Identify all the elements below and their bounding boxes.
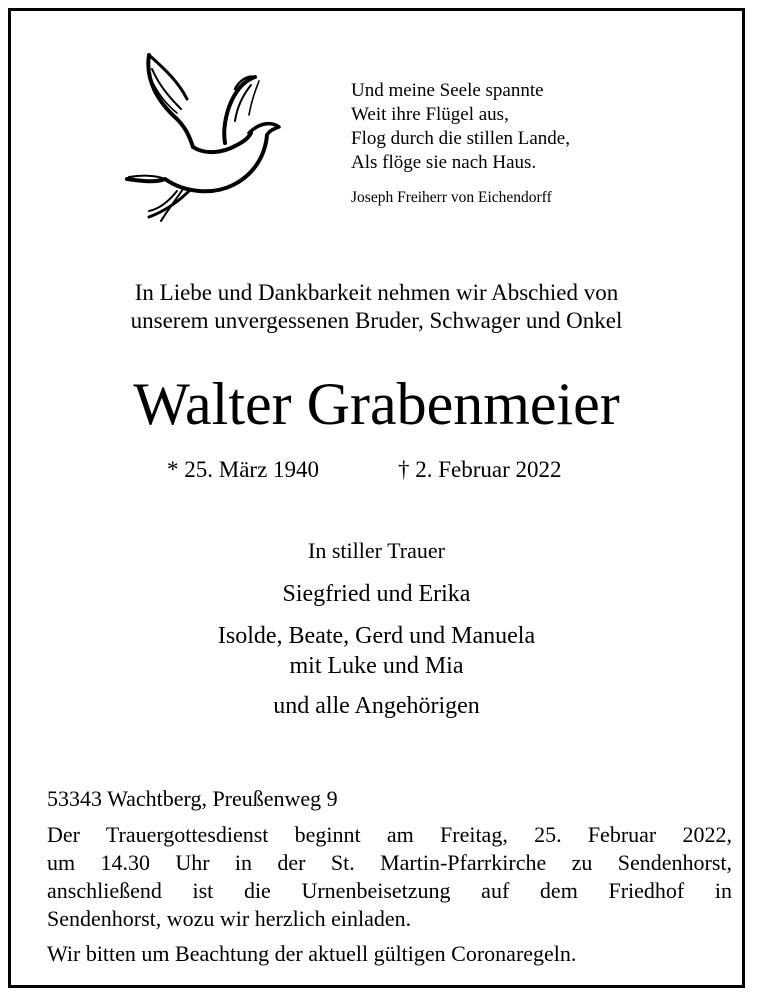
service-line: um 14.30 Uhr in der St. Martin-Pfarrkirche zu Sendenhorst,	[47, 850, 732, 875]
service-line: anschließend ist die Urnenbeisetzung auf dem Friedhof in	[47, 878, 732, 903]
poem-line: Als flöge sie nach Haus.	[351, 152, 537, 173]
mourner-line: und alle Angehörigen	[273, 693, 480, 719]
poem-line: Und meine Seele spannte	[351, 80, 544, 101]
poem	[351, 79, 711, 208]
poem-line: Weit ihre Flügel aus,	[351, 104, 509, 125]
address: 53343 Wachtberg, Preußenweg 9	[47, 786, 338, 811]
poem-line: Flog durch die stillen Lande,	[351, 128, 570, 149]
obituary-frame	[8, 8, 745, 988]
death-date: † 2. Februar 2022	[398, 457, 562, 482]
service-line: Der Trauergottesdienst beginnt am Freitag, 25. Februar 2022,	[47, 822, 732, 847]
service-line: Sendenhorst, wozu wir herzlich einladen.	[47, 906, 412, 931]
mourner-line: mit Luke und Mia	[289, 653, 464, 679]
service-notice	[47, 821, 732, 933]
mourner-line: Isolde, Beate, Gerd und Manuela	[217, 623, 536, 649]
mourning-heading: In stiller Trauer	[308, 538, 445, 563]
footer-info	[47, 785, 732, 968]
mourner-line: Siegfried und Erika	[282, 581, 471, 607]
intro-line-1: In Liebe und Dankbarkeit nehmen wir Abschied von	[134, 280, 619, 305]
poem-author: Joseph Freiherr von Eichendorff	[351, 189, 552, 206]
intro-line-2: unserem unvergessenen Bruder, Schwager und Onkel	[130, 308, 623, 333]
intro-text	[11, 279, 742, 335]
corona-notice: Wir bitten um Beachtung der aktuell gültigen Coronaregeln.	[47, 941, 577, 966]
mourners-list	[11, 579, 742, 721]
deceased-name: Walter Grabenmeier	[133, 371, 620, 437]
dove-icon	[119, 51, 287, 223]
birth-date: * 25. März 1940	[167, 457, 320, 482]
